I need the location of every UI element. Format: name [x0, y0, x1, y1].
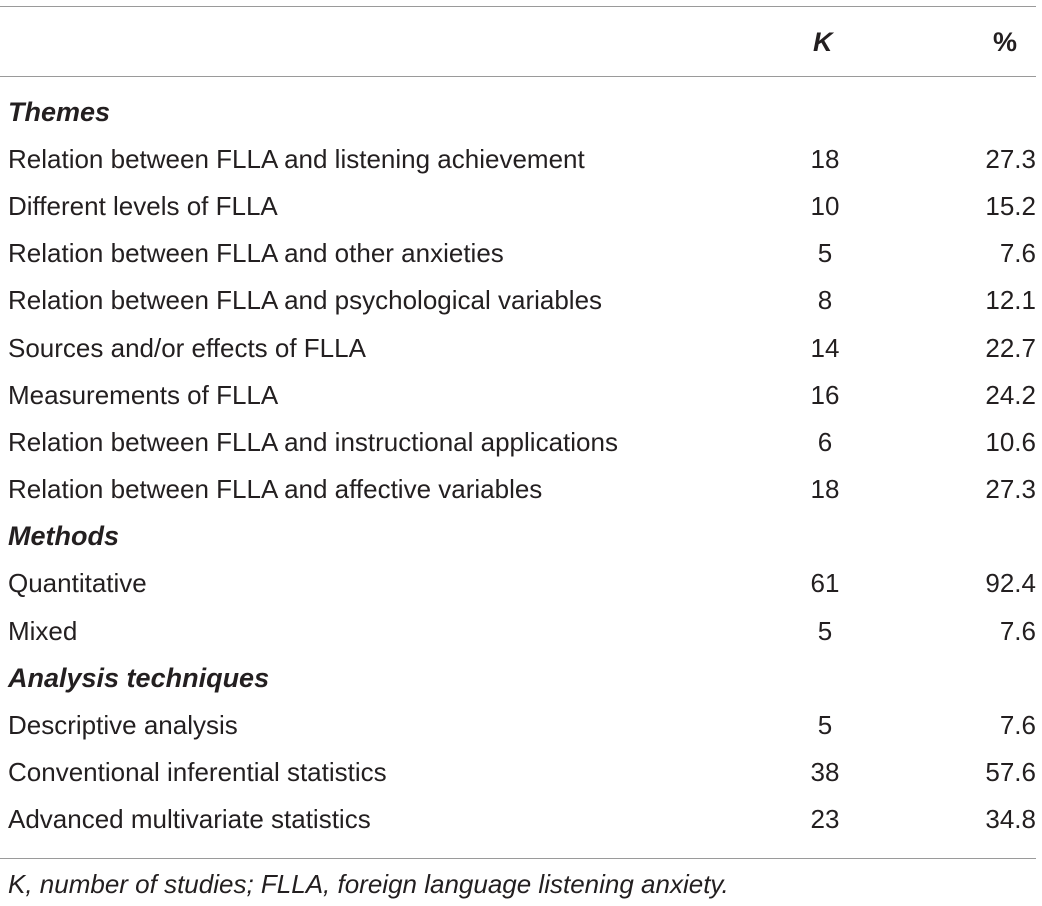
row-label: Conventional inferential statistics — [8, 757, 387, 788]
row-percent-value: 34.8 — [985, 804, 1036, 835]
table-body — [0, 88, 1036, 843]
table-row — [0, 607, 1036, 654]
row-percent-value: 22.7 — [985, 332, 1036, 363]
row-k-value: 18 — [810, 143, 840, 174]
row-label: Advanced multivariate statistics — [8, 804, 371, 835]
row-percent-value: 57.6 — [985, 757, 1036, 788]
table-row — [0, 324, 1036, 371]
section-row — [0, 513, 1036, 560]
table-header — [0, 6, 1036, 76]
section-row — [0, 88, 1036, 135]
row-k-value: 5 — [817, 615, 833, 646]
row-percent-value: 27.3 — [985, 474, 1036, 505]
row-k-value: 23 — [810, 804, 840, 835]
row-label: Relation between FLLA and affective variables — [8, 474, 543, 505]
row-percent-value: 7.6 — [999, 238, 1036, 269]
table-row — [0, 371, 1036, 418]
row-label: Different levels of FLLA — [8, 190, 278, 221]
section-heading: Methods — [8, 521, 119, 552]
table-row — [0, 230, 1036, 277]
row-label: Mixed — [8, 615, 78, 646]
table-row — [0, 560, 1036, 607]
row-k-value: 5 — [817, 238, 833, 269]
row-label: Measurements of FLLA — [8, 379, 279, 410]
row-label: Relation between FLLA and instructional applications — [8, 426, 618, 457]
header-k: K — [813, 27, 833, 57]
row-percent-value: 15.2 — [985, 190, 1036, 221]
table-row — [0, 749, 1036, 796]
row-label: Relation between FLLA and listening achievement — [8, 143, 585, 174]
row-percent-value: 92.4 — [985, 568, 1036, 599]
row-label: Sources and/or effects of FLLA — [8, 332, 366, 363]
table-footnote: K, number of studies; FLLA, foreign language listening anxiety. — [8, 869, 729, 899]
row-k-value: 38 — [810, 757, 840, 788]
section-heading: Themes — [8, 96, 111, 127]
section-heading: Analysis techniques — [8, 662, 270, 693]
header-percent: % — [993, 27, 1018, 57]
table-row — [0, 466, 1036, 513]
row-k-value: 18 — [810, 474, 840, 505]
row-k-value: 61 — [810, 568, 840, 599]
row-k-value: 14 — [810, 332, 840, 363]
row-percent-value: 12.1 — [985, 285, 1036, 316]
row-label: Quantitative — [8, 568, 147, 599]
table-row — [0, 277, 1036, 324]
row-k-value: 5 — [817, 710, 833, 741]
row-percent-value: 7.6 — [999, 615, 1036, 646]
row-label: Relation between FLLA and other anxieties — [8, 238, 504, 269]
section-row — [0, 654, 1036, 701]
row-percent-value: 24.2 — [985, 379, 1036, 410]
table-row — [0, 135, 1036, 182]
row-percent-value: 7.6 — [999, 710, 1036, 741]
row-label: Relation between FLLA and psychological variables — [8, 285, 603, 316]
row-percent-value: 10.6 — [985, 426, 1036, 457]
header-rule — [0, 76, 1036, 77]
row-label: Descriptive analysis — [8, 710, 238, 741]
row-k-value: 16 — [810, 379, 840, 410]
row-k-value: 10 — [810, 190, 840, 221]
table-row — [0, 182, 1036, 229]
row-percent-value: 27.3 — [985, 143, 1036, 174]
row-k-value: 8 — [817, 285, 833, 316]
table-row — [0, 418, 1036, 465]
table-row — [0, 796, 1036, 843]
table-row — [0, 701, 1036, 748]
bottom-rule — [0, 858, 1036, 859]
row-k-value: 6 — [817, 426, 833, 457]
